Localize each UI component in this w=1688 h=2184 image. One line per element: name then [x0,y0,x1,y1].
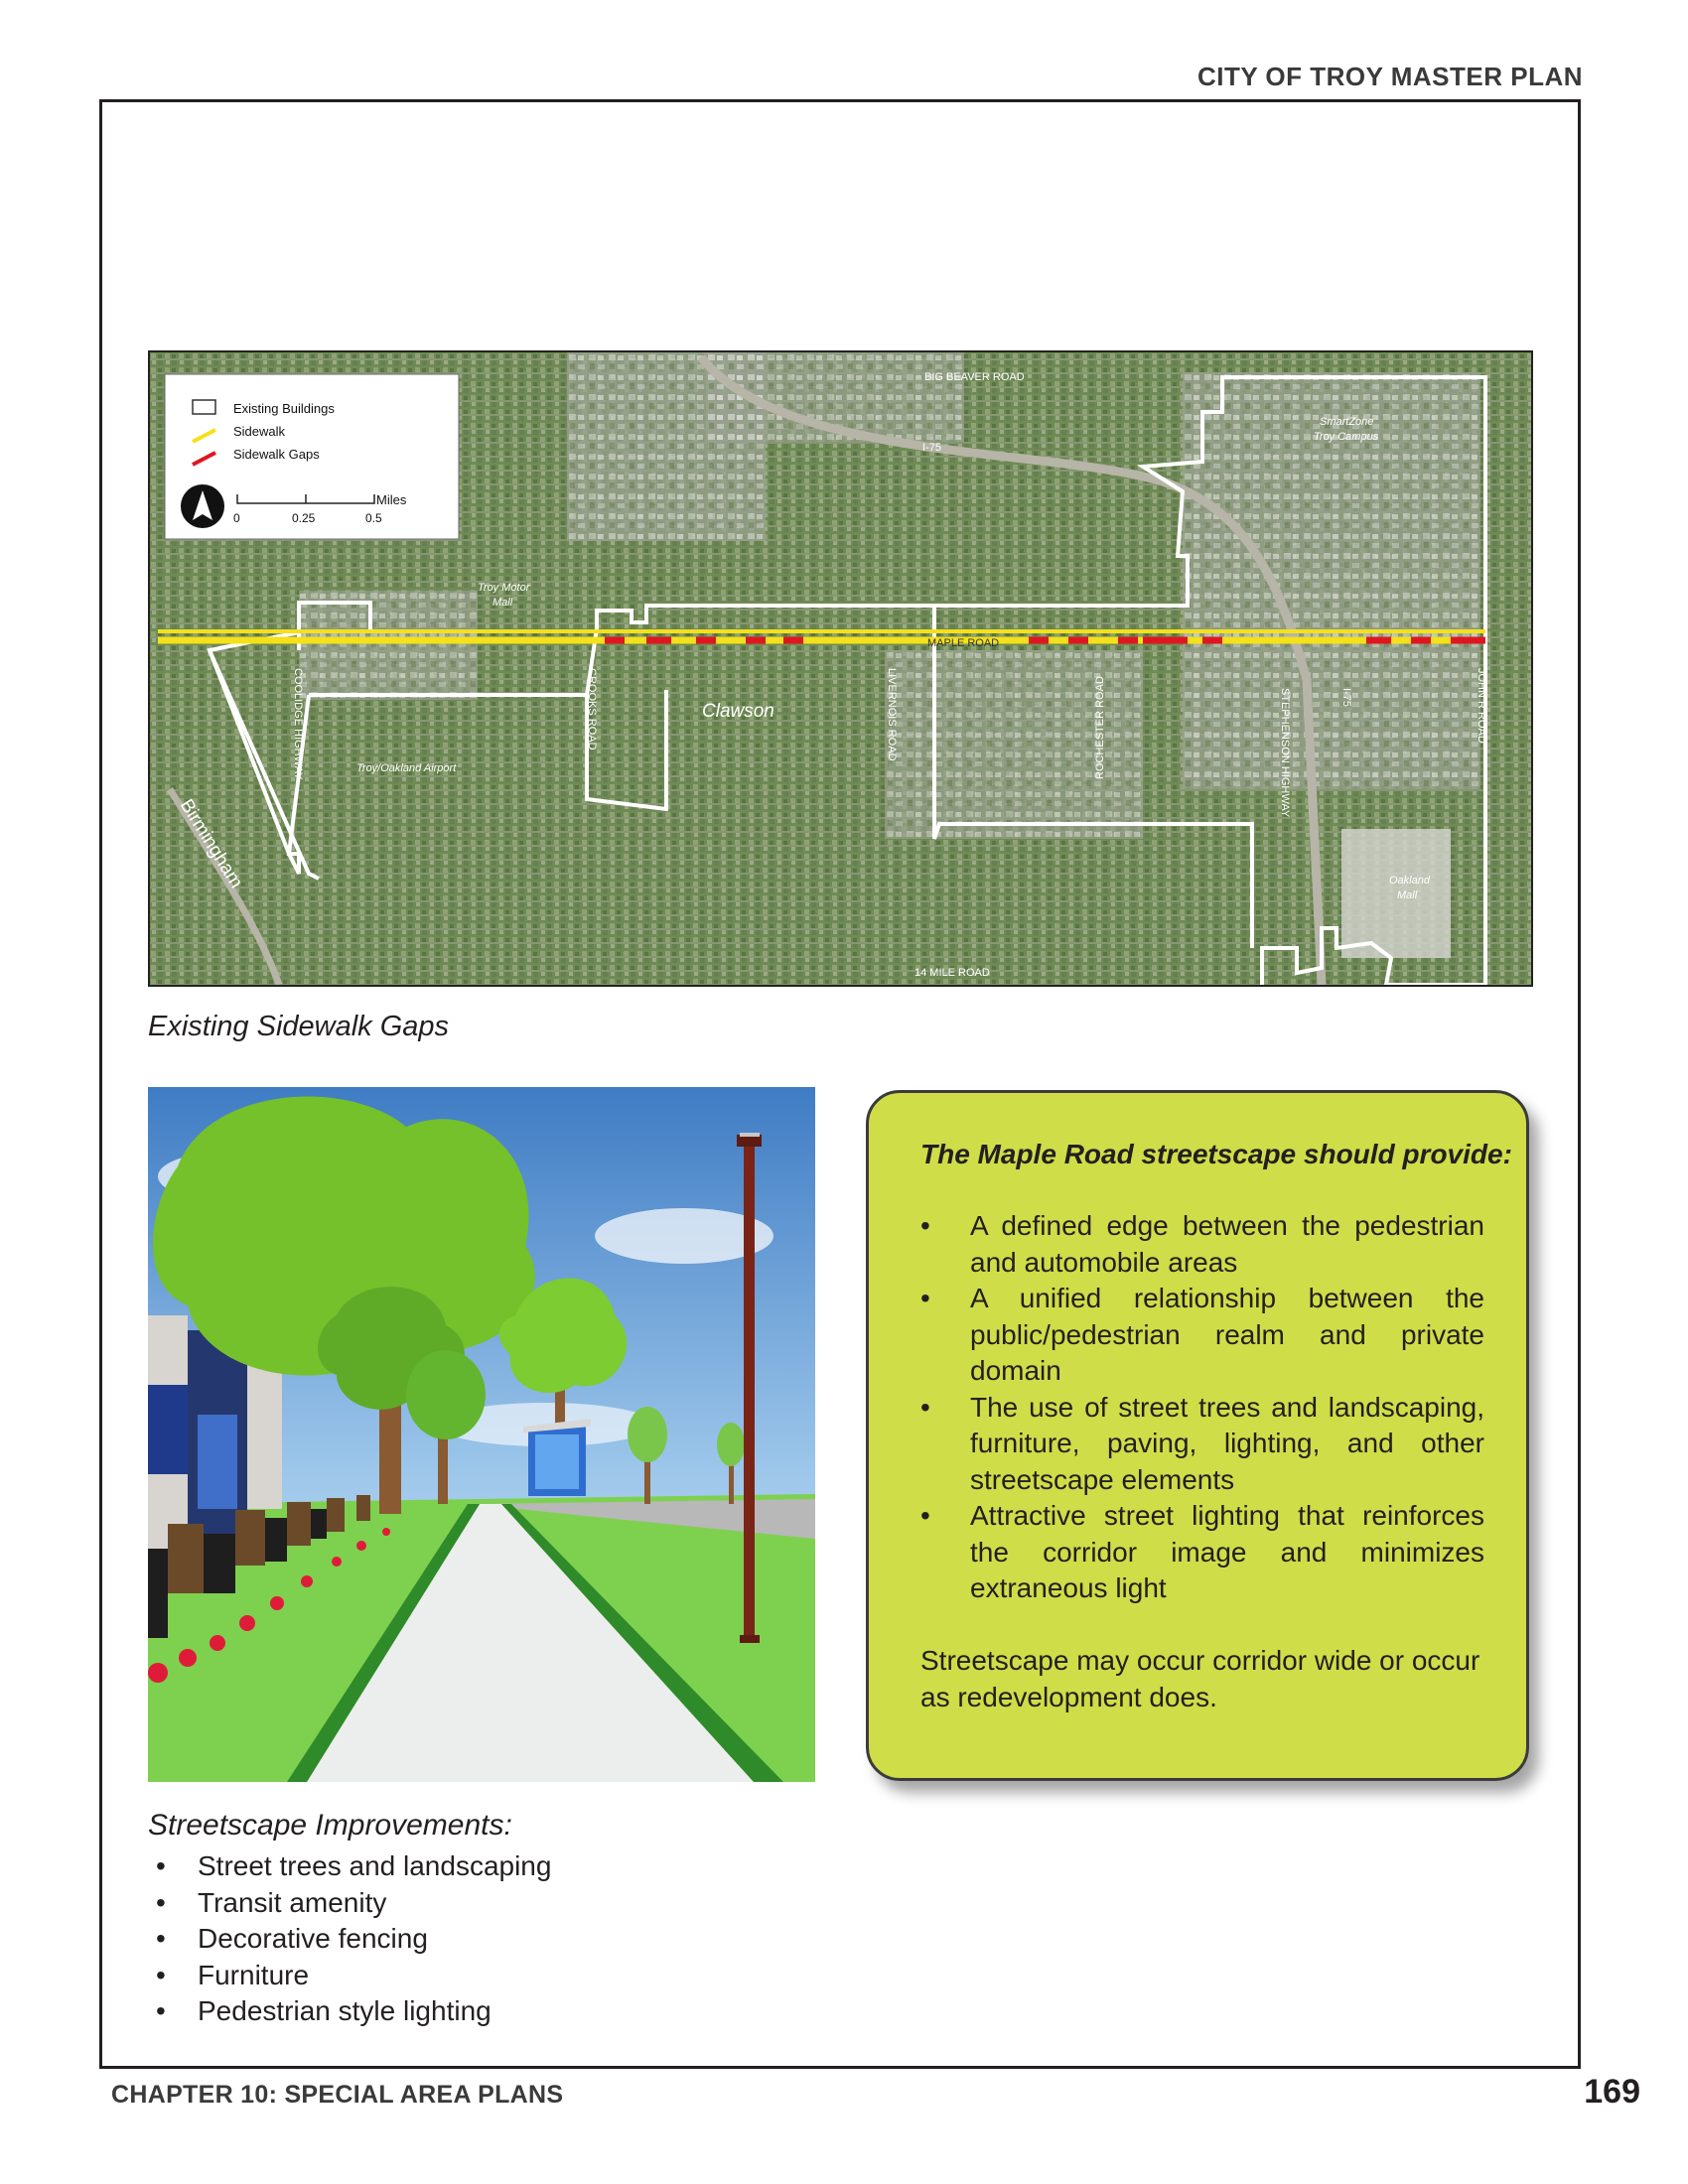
chapter-title: CHAPTER 10: SPECIAL AREA PLANS [111,2081,564,2109]
bullet-icon: • [156,1959,166,1990]
callout-item-text: A unified relationship between the public/pedestrian realm and private domain [970,1283,1484,1386]
legend-sidewalk: Sidewalk [233,424,286,439]
label-14-mile-road: 14 MILE ROAD [914,967,990,979]
bullet-icon: • [156,1886,166,1918]
list-item [148,1848,551,1885]
callout-item-text: Attractive street lighting that reinforces the corridor image and minimizes extraneous light [970,1500,1484,1603]
improvement-text: Pedestrian style lighting [198,1995,492,2026]
label-troy-motor-mall: Mall [492,597,513,609]
bullet-icon: • [156,1995,166,2026]
label-livernois-road: LIVERNOIS ROAD [886,668,898,761]
label-maple-road: MAPLE ROAD [927,637,1000,649]
label-birmingham: Birmingham [175,795,247,892]
label-i75-south: I-75 [1340,688,1352,707]
bullet-icon: • [920,1210,930,1241]
callout-item-text: The use of street trees and landscaping, furniture, paving, lighting, and other streetscape elements [970,1391,1484,1495]
bullet-icon: • [920,1391,930,1423]
page-header-title: CITY OF TROY MASTER PLAN [1196,62,1583,91]
list-item [920,1390,1484,1499]
callout-footer-text: Streetscape may occur corridor wide or occur as redevelopment does. [920,1645,1480,1712]
list-item [148,1885,551,1922]
improvements-title: Streetscape Improvements: [148,1809,512,1842]
bullet-icon: • [920,1283,930,1313]
label-troy-campus: Troy Campus [1314,431,1379,443]
list-item [920,1208,1484,1281]
list-item [148,1993,551,2030]
streetscape-callout-box [866,1090,1529,1781]
scale-tick-0: 0 [233,511,240,525]
page-number: 169 [1584,2073,1640,2111]
scale-tick-05: 0.5 [365,511,382,525]
label-oakland-mall: Mall [1397,889,1418,901]
improvement-text: Decorative fencing [198,1923,428,1954]
label-big-beaver-road: BIG BEAVER ROAD [924,371,1025,383]
scale-tick-025: 0.25 [292,511,316,525]
label-oakland: Oakland [1389,875,1430,887]
list-item [920,1498,1484,1607]
legend-existing-buildings: Existing Buildings [233,401,335,416]
map-caption: Existing Sidewalk Gaps [148,1011,450,1042]
label-coolidge-highway: COOLIDGE HIGHWAY [292,668,304,780]
label-rochester-road: ROCHESTER ROAD [1094,676,1106,779]
bullet-icon: • [920,1500,930,1531]
label-troy-motor: Troy Motor [478,582,530,594]
label-crooks-road: CROOKS ROAD [586,668,598,751]
label-troy-oakland-airport: Troy/Oakland Airport [356,762,457,774]
improvement-text: Street trees and landscaping [198,1850,552,1881]
list-item [148,1958,551,1994]
callout-heading: The Maple Road streetscape should provide: [920,1139,1512,1169]
list-item [920,1281,1484,1390]
streetscape-rendering [148,1087,815,1782]
bullet-icon: • [156,1850,166,1881]
improvement-text: Furniture [198,1959,310,1990]
improvements-list [148,1848,551,2030]
label-stephenson-highway: STEPHENSON HIGHWAY [1279,688,1291,818]
list-item [148,1921,551,1958]
callout-list [920,1208,1484,1607]
label-i75-north: I-75 [922,442,941,454]
legend-sidewalk-gaps: Sidewalk Gaps [233,447,320,462]
scale-unit: Miles [376,492,407,507]
sidewalk-gaps-map [148,350,1533,987]
callout-item-text: A defined edge between the pedestrian and automobile areas [970,1210,1484,1278]
label-clawson: Clawson [702,701,774,722]
label-smartzone: SmartZone [1320,416,1374,428]
bullet-icon: • [156,1923,166,1954]
label-john-r-road: JOHN R ROAD [1476,668,1487,744]
improvement-text: Transit amenity [198,1886,387,1918]
